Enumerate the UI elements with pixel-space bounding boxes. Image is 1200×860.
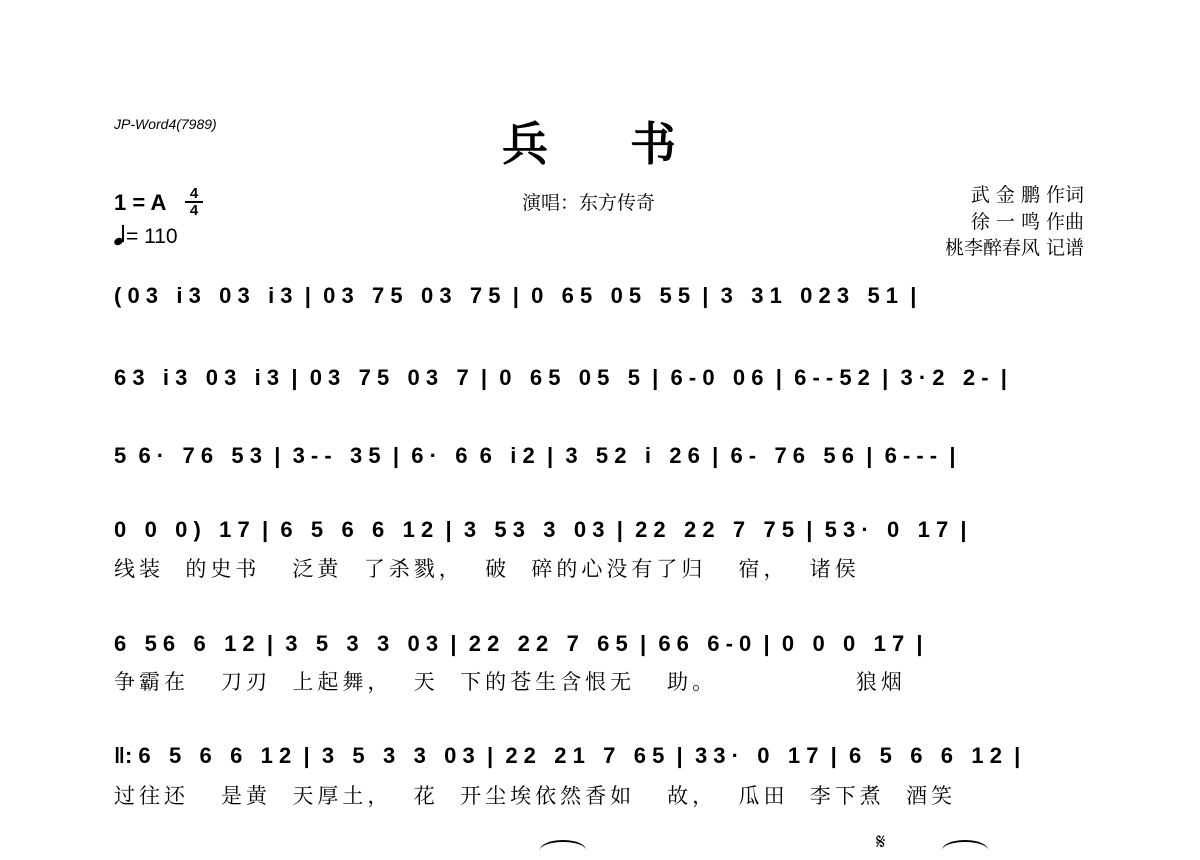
time-signature-bottom: 4: [189, 202, 199, 219]
lyric-line-1: 线装 的史书 泛黄 了杀戮， 破 碎的心没有了归 宿， 诸侯: [114, 557, 860, 581]
notation-line-4: 0 0 0 ) 1 7 | 6 5 6 6 1 2 | 3 5 3 3 0 3 | 2 2 2 2 7 7 5 | 5 3 · 0 1 7 |: [114, 517, 967, 542]
tempo-marking: [114, 225, 178, 249]
song-title: 兵书: [502, 117, 758, 171]
slur-mark: [942, 840, 988, 860]
slur-mark: [540, 840, 586, 860]
notation-line-6: ‖: 6 5 6 6 1 2 | 3 5 3 3 0 3 | 2 2 2 1 7 6 5 | 3 3 · 0 1 7 | 6 5 6 6 1 2 |: [114, 743, 1021, 768]
singer-credit: 演唱：东方传奇: [522, 192, 656, 214]
notation-line-5: 6 5 6 6 1 2 | 3 5 3 3 0 3 | 2 2 2 2 7 6 5 | 6 6 6 - 0 | 0 0 0 1 7 |: [114, 631, 923, 656]
segno-icon: 𝄋: [876, 830, 886, 855]
notation-line-1: ( 0 3 i 3 0 3 i 3 | 0 3 7 5 0 3 7 5 | 0 6 5 0 5 5 5 | 3 3 1 0 2 3 5 1 |: [114, 283, 917, 308]
key-signature: 1 = A: [114, 190, 167, 215]
notation-line-2: 6 3 i 3 0 3 i 3 | 0 3 7 5 0 3 7 | 0 6 5 0 5 5 | 6 - 0 0 6 | 6 - - 5 2 | 3 · 2 2 - |: [114, 365, 1007, 390]
lyric-line-3: 过往还 是黄 天厚土， 花 开尘埃依然香如 故， 瓜田 李下煮 酒笑: [114, 784, 957, 808]
software-label: JP-Word4(7989): [114, 116, 217, 132]
composer-credit: 徐 一 鸣 作曲: [970, 211, 1084, 233]
lyric-line-2: 争霸在 刀刃 上起舞， 天 下的苍生含恨无 助。 狼烟: [114, 670, 906, 694]
time-signature: [184, 186, 204, 218]
notation-line-3: 5 6 · 7 6 5 3 | 3 - - 3 5 | 6 · 6 6 i 2 | 3 5 2 i 2 6 | 6 - 7 6 5 6 | 6 - - - |: [114, 443, 956, 468]
transcriber-credit: 桃李醉春风 记谱: [944, 237, 1084, 259]
tempo-value: = 110: [126, 225, 178, 248]
lyricist-credit: 武 金 鹏 作词: [970, 184, 1084, 206]
quarter-note-icon: [114, 227, 126, 245]
time-signature-top: 4: [189, 185, 199, 202]
